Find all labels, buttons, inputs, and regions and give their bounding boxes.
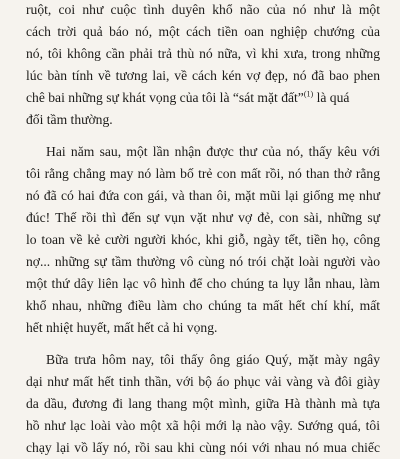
text-line: hết nhiệt huyết, mất hết cả hi vọng. xyxy=(26,320,218,335)
text-line: khổ nhau, những điều làm cho chúng ta mất hết chí khí, mất xyxy=(26,298,380,313)
text-line: nợ... những sự tầm thường vô cùng nó trói chặt loài người vào xyxy=(26,254,380,269)
text-line: cách trời quả báo nó, một cách tiền oan nghiệp chướng của xyxy=(26,24,380,39)
text-line: đúc! Thế rồi thì đến sự vụn vặt như vợ đẻ, con sài, những sự xyxy=(26,210,380,225)
paragraph-first-line: Hai năm sau, một lần nhận được thư của nó, thấy kêu với xyxy=(46,144,380,159)
text-line: dại như mất hết tinh thần, với bộ áo phục vải vàng và đôi giày xyxy=(26,374,380,389)
text-line: một thứ dây liên lạc vô hình để cho chúng ta lụy lẫn nhau, làm xyxy=(26,276,380,291)
text-line: nó đã có hai đứa con gái, và than ôi, mặt mũi lại giống mẹ như xyxy=(26,188,380,203)
text-line xyxy=(26,87,380,109)
text-line: chạy lại vồ lấy nó, rồi sau khi cùng nói với nhau nó mua chiếc xyxy=(26,440,380,455)
paragraph-first-line: Bữa trưa hôm nay, tôi thấy ông giáo Quý, mặt mày ngây xyxy=(46,352,380,367)
text-line: ruột, coi như cuộc tình duyên khổ não của nó như là một xyxy=(26,2,380,17)
text-line: nó, tôi không cần phải trả thù nó nữa, vì khi xưa, trong những xyxy=(26,46,380,61)
text-line: tôi rằng chẳng may nó làm bố trẻ con mất rồi, nó than thở rằng xyxy=(26,166,380,181)
text-line: hồ như lạc loài vào một xã hội mới lạ nào vậy. Sướng quá, tôi xyxy=(26,418,380,433)
text-segment: chê bai những sự khát vọng của tôi là “sát mặt đất” xyxy=(26,90,304,105)
text-line: lúc bàn tính về tương lai, về cách kén vợ đẹp, nó đã bao phen xyxy=(26,68,380,83)
text-line: lo toan về kẻ cười người khóc, khi giỗ, ngày tết, tiền họ, công xyxy=(26,232,380,247)
text-line: da dầu, đương đi lang thang một mình, giữa Hà thành mà tựa xyxy=(26,396,380,411)
footnote-marker: (1) xyxy=(303,89,314,99)
text-segment: là quá xyxy=(313,90,350,105)
text-line: đối tầm thường. xyxy=(26,112,113,127)
